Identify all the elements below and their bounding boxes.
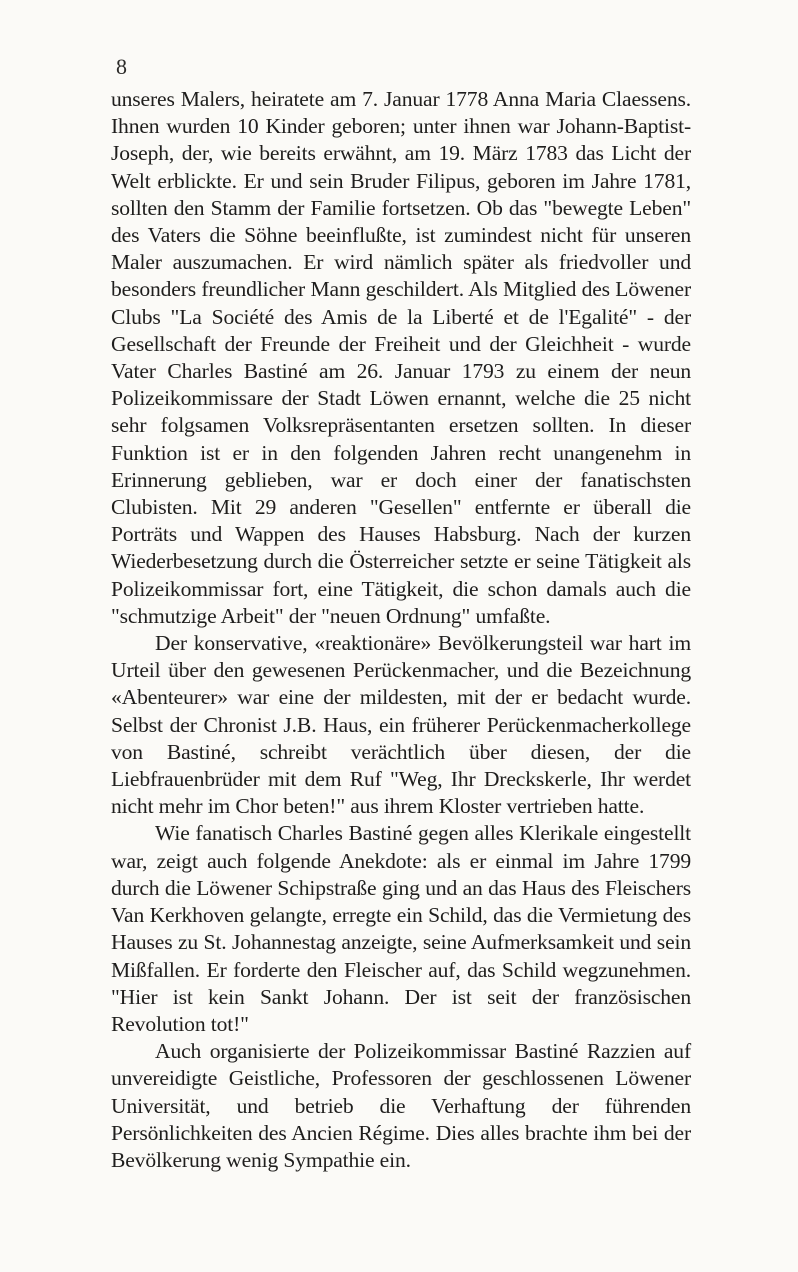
paragraph-3: Wie fanatisch Charles Bastiné gegen alles Klerikale eingestellt war, zeigt auch folgende Anekdote: als er einmal im Jahre 1799 durch die Löwener Schipstraße ging und an das Haus des Fleischers Van Kerkhoven gelangte, erregte ein Schild, das die Vermietung des Hauses zu St. Johannestag anzeigte, seine Aufmerksamkeit und sein Mißfallen. Er forderte den Fleischer auf, das Schild wegzunehmen. "Hier ist kein Sankt Johann. Der ist seit der französischen Revolution tot!" xyxy=(111,821,691,1036)
body-text xyxy=(111,86,691,1174)
page-number: 8 xyxy=(116,54,127,79)
paragraph-4: Auch organisierte der Polizeikommissar Bastiné Razzien auf unvereidigte Geistliche, Professoren der geschlossenen Löwener Universität, und betrieb die Verhaftung der führenden Persönlichkeiten des Ancien Régime. Dies alles brachte ihm bei der Bevölkerung wenig Sympathie ein. xyxy=(111,1039,691,1172)
paragraph-1: unseres Malers, heiratete am 7. Januar 1778 Anna Maria Claessens. Ihnen wurden 10 Kinder geboren; unter ihnen war Johann-Baptist-Joseph, der, wie bereits erwähnt, am 19. März 1783 das Licht der Welt erblickte. Er und sein Bruder Filipus, geboren im Jahre 1781, sollten den Stamm der Familie fortsetzen. Ob das "bewegte Leben" des Vaters die Söhne beeinflußte, ist zumindest nicht für unseren Maler auszumachen. Er wird nämlich später als friedvoller und besonders freundlicher Mann geschildert. Als Mitglied des Löwener Clubs "La Société des Amis de la Liberté et de l'Egalité" - der Gesellschaft der Freunde der Freiheit und der Gleichheit - wurde Vater Charles Bastiné am 26. Januar 1793 zu einem der neun Polizeikommissare der Stadt Löwen ernannt, welche die 25 nicht sehr folgsamen Volksrepräsentanten ersetzen sollten. In dieser Funktion ist er in den folgenden Jahren recht unangenehm in Erinnerung geblieben, war er doch einer der fanatischsten Clubisten. Mit 29 anderen "Gesellen" entfernte er überall die Porträts und Wappen des Hauses Habsburg. Nach der kurzen Wiederbesetzung durch die Österreicher setzte er seine Tätigkeit als Polizeikommissar fort, eine Tätigkeit, die schon damals auch die "schmutzige Arbeit" der "neuen Ordnung" umfaßte. xyxy=(111,87,691,628)
paragraph-2: Der konservative, «reaktionäre» Bevölkerungsteil war hart im Urteil über den gewesenen Perückenmacher, und die Bezeichnung «Abenteurer» war eine der mildesten, mit der er bedacht wurde. Selbst der Chronist J.B. Haus, ein früherer Perückenmacherkollege von Bastiné, schreibt verächtlich über diesen, der die Liebfrauenbrüder mit dem Ruf "Weg, Ihr Dreckskerle, Ihr werdet nicht mehr im Chor beten!" aus ihrem Kloster vertrieben hatte. xyxy=(111,631,691,819)
